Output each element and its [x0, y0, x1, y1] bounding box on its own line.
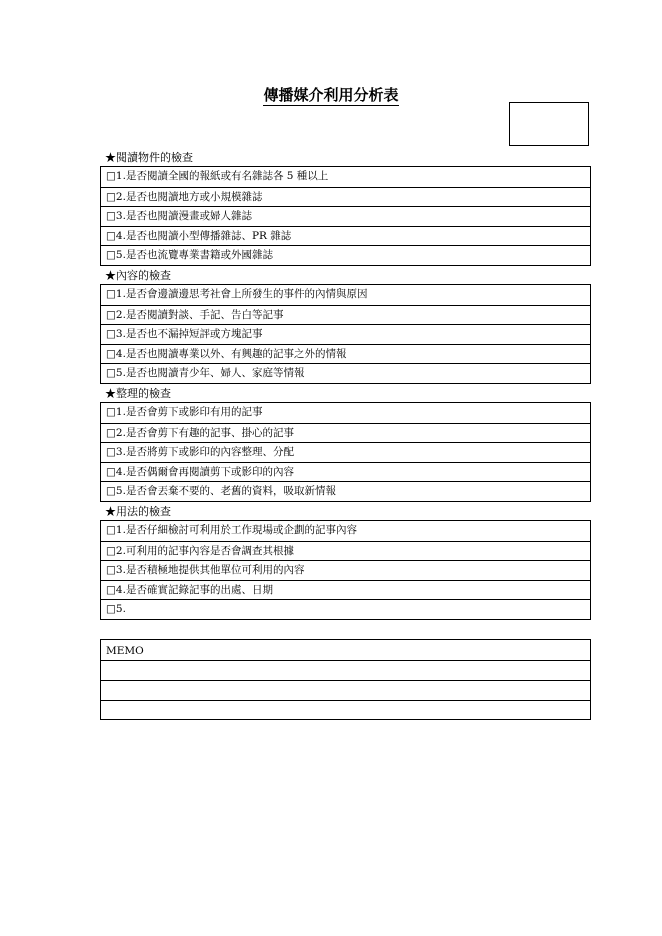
memo-box: [100, 639, 591, 720]
checklist-table: [100, 520, 591, 620]
checklist-item[interactable]: □2.是否會剪下有趣的記事、掛心的記事: [101, 423, 590, 443]
section-content: [100, 268, 591, 384]
checklist-item[interactable]: □2.是否也閱讀地方或小規模雜誌: [101, 187, 590, 207]
checklist-item[interactable]: □1.是否會剪下或影印有用的記事: [106, 406, 263, 418]
checklist-table: [100, 402, 591, 502]
checklist-item[interactable]: □3.是否也閱讀漫畫或婦人雜誌: [101, 206, 590, 226]
checklist-item[interactable]: □1.是否會邊讀邊思考社會上所發生的事件的內情與原因: [106, 288, 368, 300]
checklist-item[interactable]: □4.是否也閱讀小型傳播雜誌、PR 雜誌: [101, 226, 590, 246]
checklist-item[interactable]: □5.是否也閱讀青少年、婦人、家庭等情報: [101, 363, 590, 383]
checklist-table: [100, 166, 591, 266]
section-title: ★內容的檢查: [105, 269, 171, 282]
checklist-item[interactable]: □1.是否仔細檢討可利用於工作現場或企劃的記事內容: [106, 524, 357, 536]
checklist-item[interactable]: □2.是否閱讀對談、手記、告白等記事: [101, 305, 590, 325]
section-reading-materials: [100, 150, 591, 266]
checklist-item[interactable]: □2.可利用的記事內容是否會調查其根據: [101, 541, 590, 561]
checklist-item[interactable]: □5.是否也流覽專業書籍或外國雜誌: [101, 245, 590, 265]
section-title: ★整理的檢查: [105, 387, 171, 400]
stamp-box: [509, 102, 589, 146]
memo-line[interactable]: [101, 660, 590, 680]
checklist-item[interactable]: □4.是否偶爾會再閱讀剪下或影印的內容: [101, 462, 590, 482]
checklist-item[interactable]: □5.: [101, 599, 590, 619]
checklist-item[interactable]: □1.是否閱讀全國的報紙或有名雜誌各 5 種以上: [106, 170, 329, 182]
section-title: ★用法的檢查: [105, 505, 171, 518]
checklist-table: [100, 284, 591, 384]
section-organizing: [100, 386, 591, 502]
checklist-item[interactable]: □5.是否會丟棄不要的、老舊的資料，吸取新情報: [101, 481, 590, 501]
checklist-item[interactable]: □4.是否確實記錄記事的出處、日期: [101, 580, 590, 600]
memo-label: MEMO: [106, 645, 144, 657]
checklist-item[interactable]: □3.是否也不漏掉短評或方塊記事: [101, 324, 590, 344]
section-usage: [100, 504, 591, 620]
checklist-item[interactable]: □3.是否將剪下或影印的內容整理、分配: [101, 442, 590, 462]
memo-line[interactable]: [101, 680, 590, 700]
checklist-item[interactable]: □4.是否也閱讀專業以外、有興趣的記事之外的情報: [101, 344, 590, 364]
page-title-text: 傳播媒介利用分析表: [263, 86, 399, 104]
section-title: ★閱讀物件的檢查: [105, 151, 193, 164]
memo-line[interactable]: [101, 700, 590, 720]
checklist-item[interactable]: □3.是否積極地提供其他單位可利用的內容: [101, 560, 590, 580]
